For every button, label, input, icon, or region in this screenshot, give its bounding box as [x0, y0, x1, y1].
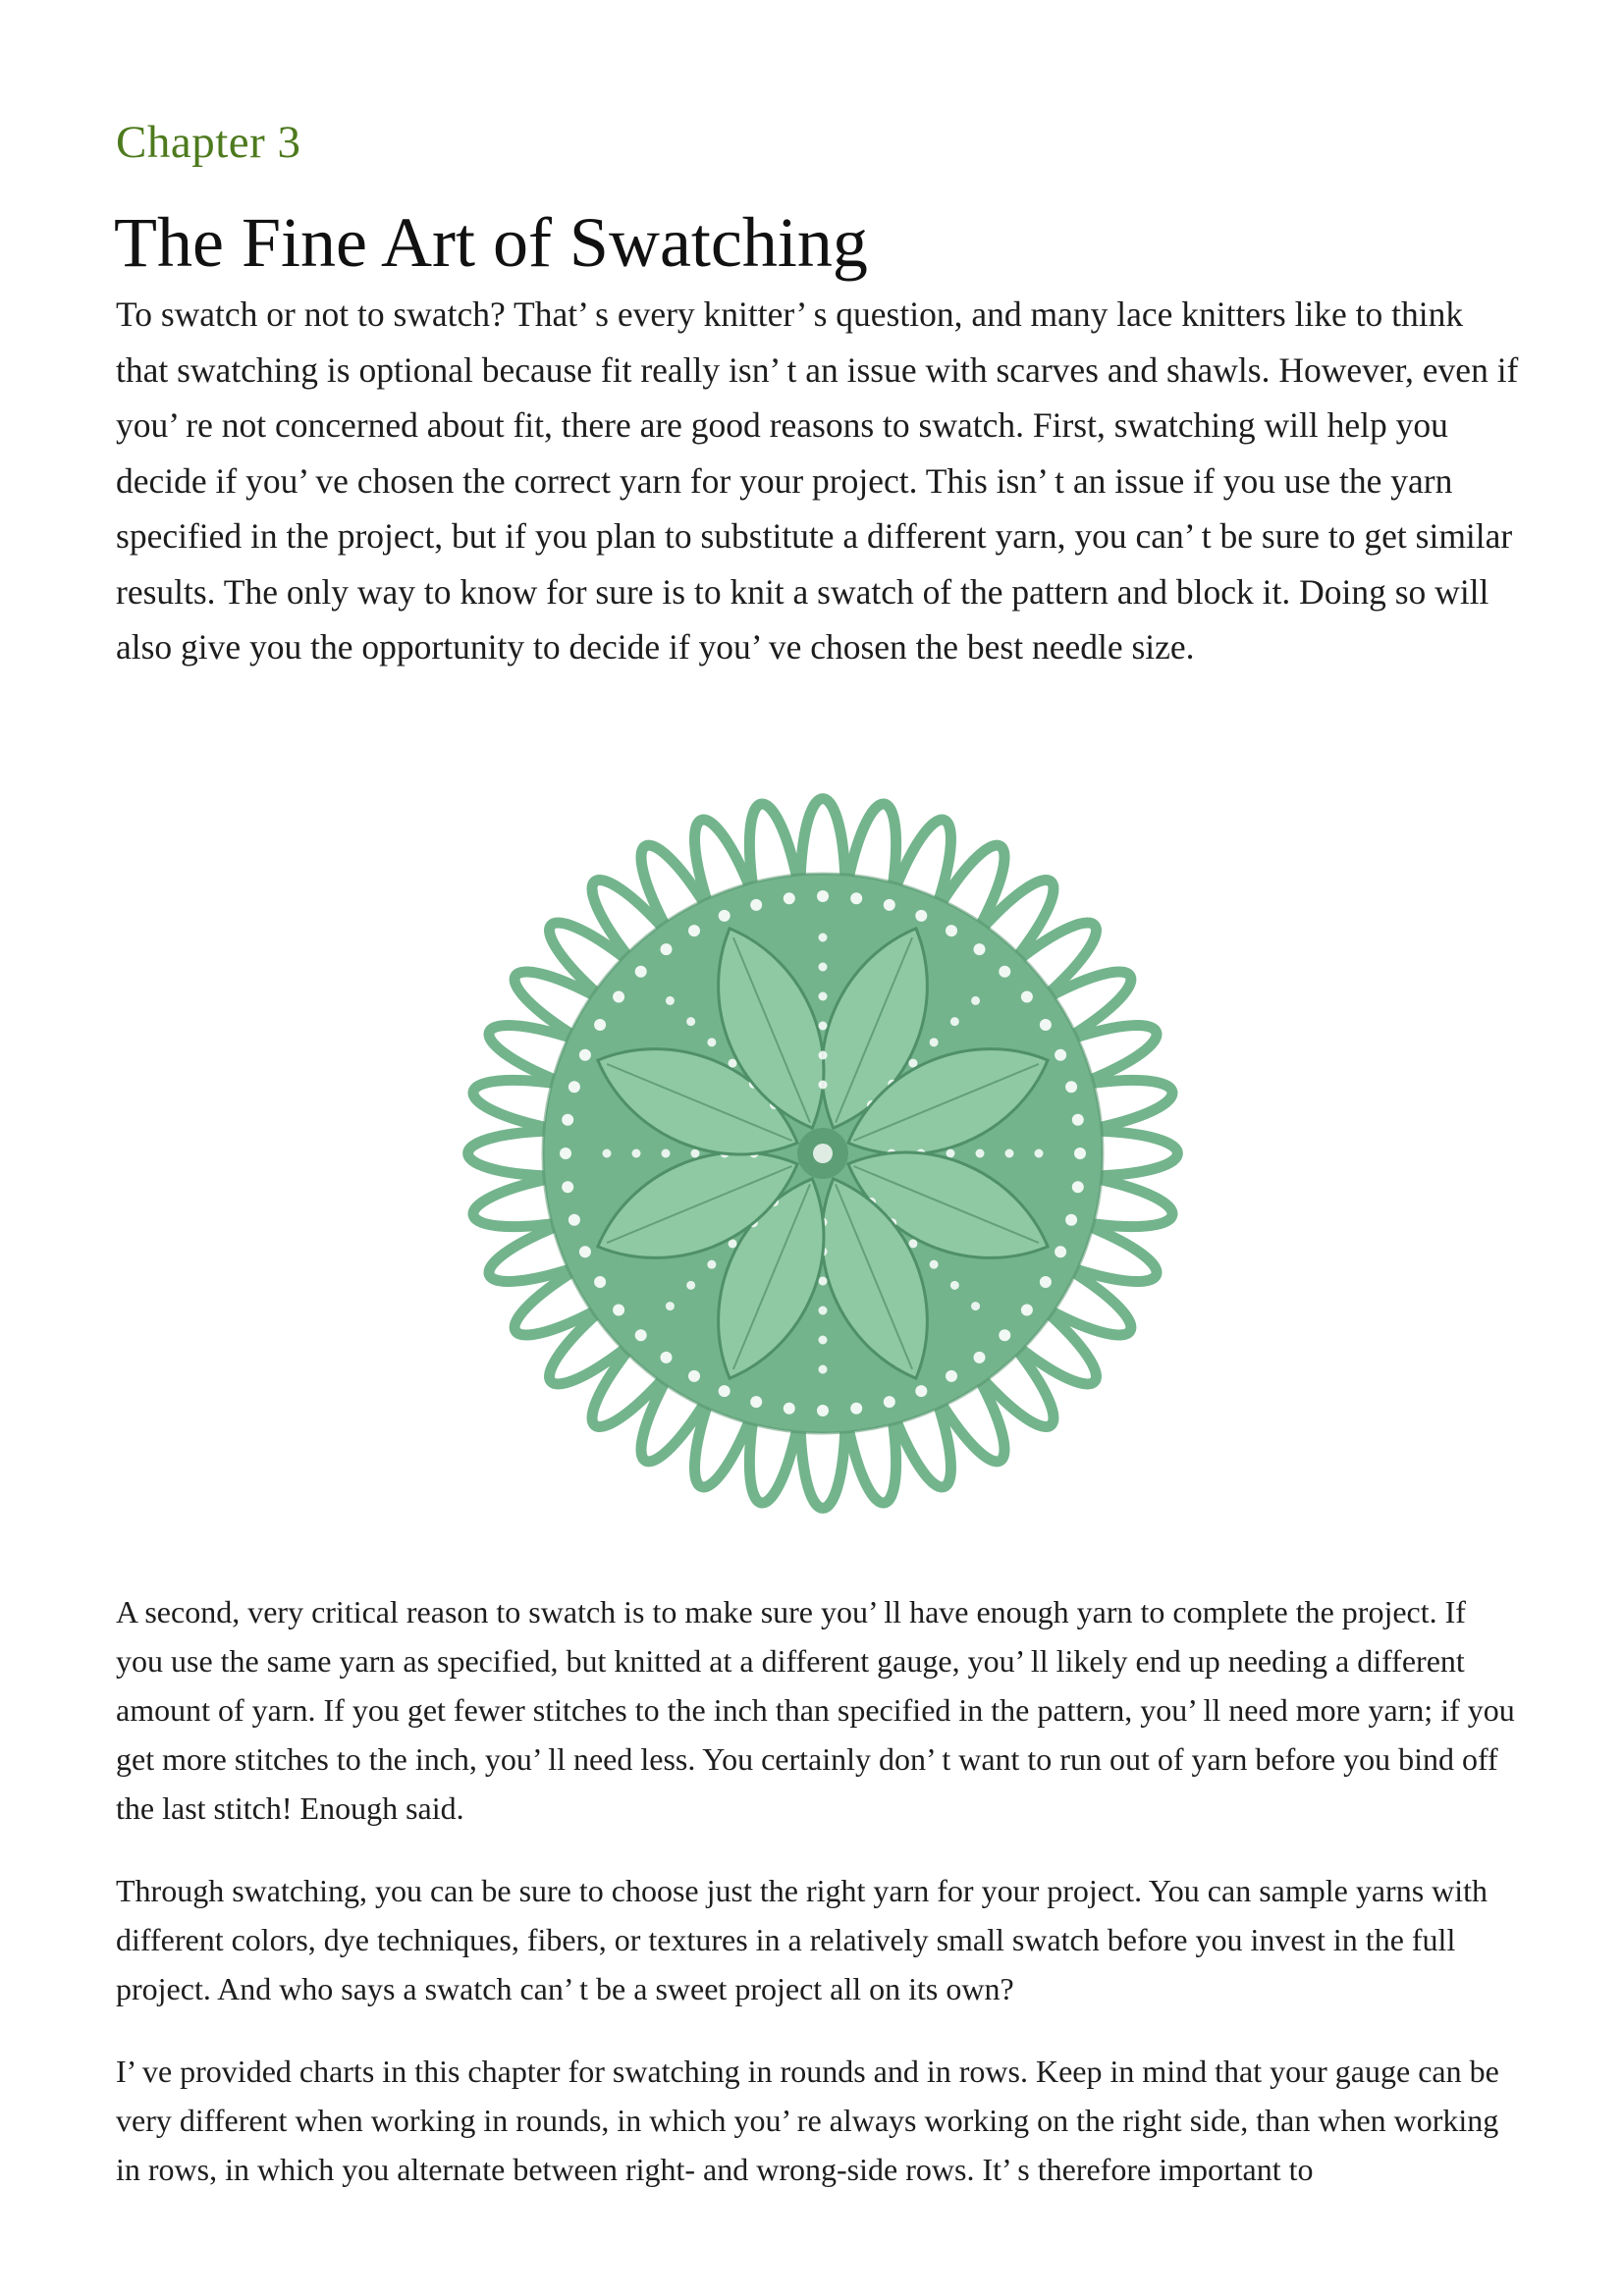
center-hole — [813, 1144, 833, 1163]
lace-hole — [819, 934, 828, 942]
eyelet — [594, 1276, 606, 1288]
lace-hole — [603, 1149, 612, 1158]
eyelet — [719, 1385, 730, 1397]
eyelet — [579, 1246, 591, 1257]
lace-hole — [662, 1149, 671, 1158]
eyelet — [946, 925, 957, 936]
body-paragraph-2: Through swatching, you can be sure to choose just the right yarn for your project. You can sample yarns with different colors, dye techniques, fibers, or textures in a relatively small swatch before you invest in the full project. And who says a swatch can’ t be a sweet project all on its own? — [116, 1873, 1488, 2006]
lace-hole — [819, 1307, 828, 1315]
eyelet — [946, 1370, 957, 1382]
lace-hole — [819, 1365, 828, 1374]
eyelet — [613, 991, 624, 1003]
lace-hole — [819, 1022, 828, 1031]
eyelet — [999, 1329, 1010, 1341]
lace-hole — [1035, 1149, 1044, 1158]
eyelet — [915, 1385, 927, 1397]
eyelet — [750, 1396, 762, 1408]
lace-hole — [691, 1149, 700, 1158]
eyelet — [661, 943, 673, 955]
lace-hole — [819, 1051, 828, 1060]
eyelet — [750, 899, 762, 911]
doily-center — [797, 1128, 848, 1179]
eyelet — [1074, 1148, 1086, 1159]
eyelet — [613, 1305, 624, 1316]
body-paragraph-1: A second, very critical reason to swatch is to make sure you’ ll have enough yarn to complete the project. If you use the same yarn as specified, but knitted at a different gauge, you’ ll likely end up needing a different amount of yarn. If you get fewer stitches to the inch than specified in the pattern, you’ ll need more yarn; if you get more stitches to the inch, you’ ll need less. You certainly don’ t want to run out of yarn before you bind off the last stitch! Enough said. — [116, 1594, 1515, 1826]
lace-hole — [819, 963, 828, 972]
eyelet — [562, 1181, 573, 1193]
eyelet — [560, 1148, 571, 1159]
eyelet — [562, 1114, 573, 1126]
eyelet — [688, 925, 700, 936]
body-paragraph-3: I’ ve provided charts in this chapter for swatching in rounds and in rows. Keep in mind that your gauge can be very different when working in rounds, in which you’ re always working on the right side, than when working in rows, in which you alternate between right- and wrong-side rows. It’ s therefore important to — [116, 2054, 1499, 2187]
lace-hole — [632, 1149, 641, 1158]
eyelet — [1055, 1246, 1066, 1257]
eyelet — [594, 1019, 606, 1031]
eyelet — [1021, 1305, 1033, 1316]
eyelet — [568, 1214, 580, 1226]
eyelet — [1072, 1114, 1084, 1126]
eyelet — [1065, 1214, 1077, 1226]
eyelet — [635, 966, 647, 978]
lace-doily-photo — [410, 771, 1235, 1536]
scallop-loop — [1095, 1131, 1177, 1176]
eyelet — [784, 892, 795, 904]
eyelet — [1055, 1049, 1066, 1061]
eyelet — [635, 1329, 647, 1341]
lace-hole — [819, 1277, 828, 1286]
eyelet — [974, 943, 986, 955]
eyelet — [817, 890, 829, 902]
scallop-loop — [800, 799, 845, 881]
eyelet — [784, 1403, 795, 1415]
eyelet — [915, 910, 927, 922]
scallop-loop — [468, 1131, 551, 1176]
chapter-label: Chapter 3 — [116, 117, 301, 168]
eyelet — [1072, 1181, 1084, 1193]
eyelet — [719, 910, 730, 922]
eyelet — [817, 1405, 829, 1416]
chapter-title: The Fine Art of Swatching — [114, 203, 868, 282]
eyelet — [850, 892, 862, 904]
eyelet — [688, 1370, 700, 1382]
lace-hole — [819, 992, 828, 1001]
eyelet — [850, 1403, 862, 1415]
eyelet — [568, 1081, 580, 1093]
lace-hole — [819, 1081, 828, 1090]
eyelet — [661, 1352, 673, 1363]
doily-illustration — [410, 771, 1235, 1536]
eyelet — [974, 1352, 986, 1363]
eyelet — [884, 899, 895, 911]
eyelet — [579, 1049, 591, 1061]
eyelet — [884, 1396, 895, 1408]
lace-hole — [976, 1149, 985, 1158]
intro-paragraph: To swatch or not to swatch? That’ s every knitter’ s question, and many lace knitters like to think that swatching is optional because fit really isn’ t an issue with scarves and shawls. However, even if you’ re not concerned about fit, there are good reasons to swatch. First, swatching will help you decide if you’ ve chosen the correct yarn for your project. This isn’ t an issue if you use the yarn specified in the project, but if you plan to substitute a different yarn, you can’ t be sure to get similar results. The only way to know for sure is to knit a swatch of the pattern and block it. Doing so will also give you the opportunity to decide if you’ ve chosen the best needle size. — [116, 294, 1519, 667]
scallop-loop — [800, 1425, 845, 1508]
eyelet — [1021, 991, 1033, 1003]
eyelet — [1065, 1081, 1077, 1093]
lace-hole — [1005, 1149, 1014, 1158]
lace-hole — [819, 1336, 828, 1345]
eyelet — [999, 966, 1010, 978]
lace-hole — [947, 1149, 955, 1158]
eyelet — [1040, 1276, 1052, 1288]
eyelet — [1040, 1019, 1052, 1031]
